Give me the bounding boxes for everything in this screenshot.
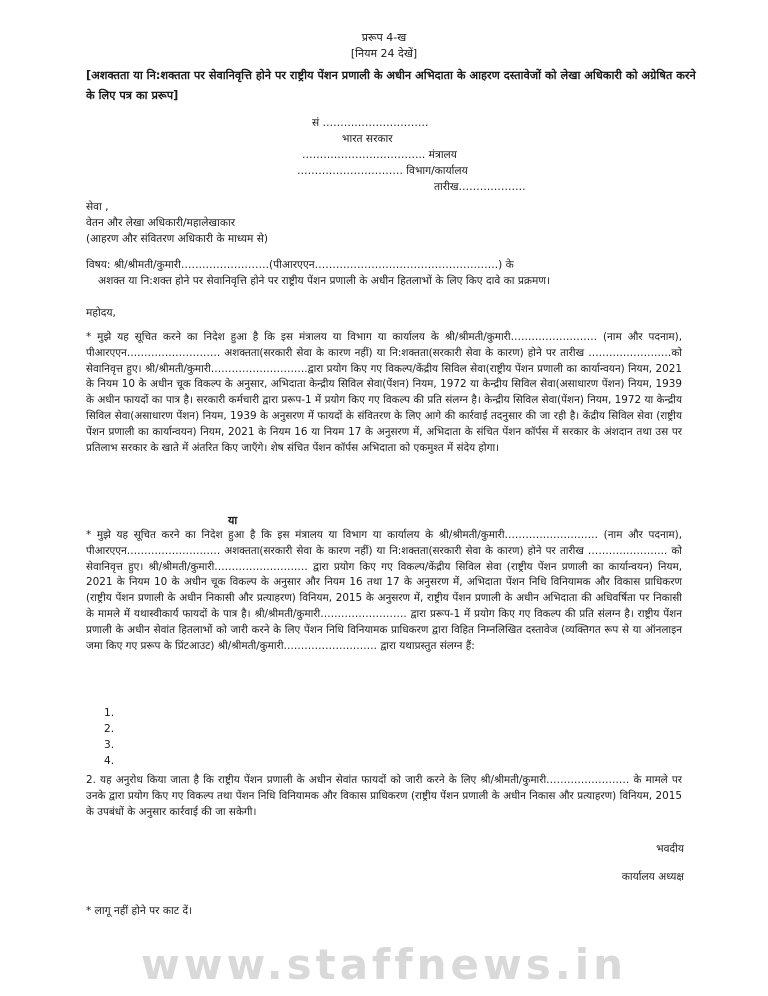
subject-line-2: अशक्त या नि:शक्त होने पर सेवानिवृत्ति होने पर राष्ट्रीय पेंशन प्रणाली के अधीन हितलाभों के लिए किए दावे का प्रक्रमण। — [98, 274, 551, 287]
department-line: ………………………… विभाग/कार्यालय — [297, 165, 468, 178]
date-line: तारीख………………. — [434, 181, 526, 194]
enclosure-item: 2. — [104, 723, 115, 735]
letter-number: सं ………………………… — [312, 117, 429, 129]
watermark: www.staffnews.in — [140, 940, 628, 989]
ministry-line: …………………………….. मंत्रालय — [302, 149, 457, 162]
recipient-through: (आहरण और संवितरण अधिकारी के माध्यम से) — [86, 232, 269, 245]
or-separator: या — [228, 514, 238, 527]
paragraph-option-1: * मुझे यह सूचित करने का निदेश हुआ है कि इस मंत्रालय या विभाग या कार्यालय के श्री/श्रीमती/कुमारी……………………. (नाम और पदनाम), पीआरएएन……………………… अशक्तता(सरकारी सेवा के कारण नहीं) या नि:शक्तता(सरकारी सेवा के कारण) होने पर तारीख ……………………को सेवानिवृत्त हुए। श्री/श्रीमती/कुमारी……………………….द्वारा प्रयोग किए गए विकल्प/केंद्रीय सिविल सेवा(राष्ट्रीय पेंशन प्रणाली का कार्यान्वयन) नियम, 2021 के नियम 10 के अधीन चूक विकल्प के अनुसार, अभिदाता केन्द्रीय सिविल सेवा(पेंशन) नियम, 1972 या केन्द्रीय सिविल सेवा(असाधारण पेंशन) नियम, 1939 के अधीन फायदों का पात्र है। सरकारी कर्मचारी द्वारा प्ररूप-1 में प्रयोग किए गए विकल्प की प्रति संलग्न है। केन्द्रीय सिविल सेवा(पेंशन) नियम, 1972 या केन्द्रीय सिविल सेवा(असाधारण पेंशन) नियम, 1939 के अनुसरण में फायदों के संवितरण के लिए आगे की कार्रवाई तदनुसार की जा रही है। केंद्रीय सिविल सेवा (राष्ट्रीय पेंशन प्रणाली का कार्यान्वयन) नियम, 2021 के नियम 16 या नियम 17 के अनुसरण में, अभिदाता के संचित पेंशन कॉर्पस में सरकार के अंशदान तथा उस पर प्रतिलाभ सरकार के खाते में अंतरित किए जाएँगे। शेष संचित पेंशन कॉर्पस अभिदाता को एकमुश्त में संदेय होगा। — [86, 331, 683, 454]
footnote: * लागू नहीं होने पर काट दें। — [86, 905, 193, 917]
signatory-title: कार्यालय अध्यक्ष — [621, 871, 684, 883]
form-number: प्ररूप 4-ख — [361, 31, 407, 44]
form-heading: [अशक्तता या नि:शक्तता पर सेवानिवृत्ति होने पर राष्ट्रीय पेंशन प्रणाली के अधीन अभिदाता के आहरण दस्तावेजों को लेखा अधिकारी को अग्रेषित करने के लिए पत्र का प्ररूप] — [86, 69, 696, 102]
sender-block — [250, 115, 550, 195]
to-label: सेवा , — [86, 201, 109, 213]
enclosure-item: 4. — [104, 755, 115, 767]
sign-off: भवदीय — [656, 843, 684, 855]
paragraph-option-2: * मुझे यह सूचित करने का निदेश हुआ है कि इस मंत्रालय या विभाग या कार्यालय के श्री/श्रीमती/कुमारी……………………… (नाम और पदनाम), पीआरएएन……………………… अशक्तता(सरकारी सेवा के कारण नहीं) या नि:शक्तता(सरकारी सेवा के कारण) होने पर तारीख ………………….. को सेवानिवृत्त हुए। श्री/श्रीमती/कुमारी……………………… द्वारा प्रयोग किए गए विकल्प/केंद्रीय सिविल सेवा (राष्ट्रीय पेंशन प्रणाली का कार्यान्वयन) नियम, 2021 के नियम 10 के अधीन चूक विकल्प के अनुसार और नियम 16 तथा 17 के अनुसरण में, अभिदाता पेंशन निधि विनियामक और विकास प्राधिकरण (राष्ट्रीय पेंशन प्रणाली के अधीन निकासी और प्रत्याहरण) विनियम, 2015 के अनुसरण में, राष्ट्रीय पेंशन प्रणाली के अधीन अभिदाता की अधिवर्षिता पर निकासी के मामले में यथास्वीकार्य फायदों के पात्र है। श्री/श्रीमती/कुमारी……………………. द्वारा प्ररूप-1 में प्रयोग किए गए विकल्प की प्रति संलग्न है। राष्ट्रीय पेंशन प्रणाली के अधीन सेवांत हितलाभों को जारी करने के लिए पेंशन निधि विनियामक प्राधिकरण द्वारा विहित निम्नलिखित दस्तावेज (व्यक्तिगत रूप से या ऑनलाइन जमा किए गए प्ररूप के प्रिंटआउट) श्री/श्रीमती/कुमारी……………………… द्वारा यथाप्रस्तुत संलग्न हैं: — [86, 529, 682, 652]
recipient-block — [86, 200, 486, 248]
enclosure-item: 3. — [104, 739, 115, 751]
recipient-title: वेतन और लेखा अधिकारी/महालेखाकार — [86, 216, 236, 229]
rule-reference: [नियम 24 देखें] — [350, 47, 418, 60]
paragraph-request: 2. यह अनुरोध किया जाता है कि राष्ट्रीय पेंशन प्रणाली के अधीन सेवांत फायदों को जारी करने के लिए श्री/श्रीमती/कुमारी…………………… के मामले पर उनके द्वारा प्रयोग किए गए विकल्प तथा पेंशन निधि विनियामक और विकास प्राधिकरण (राष्ट्रीय पेंशन प्रणाली के अधीन निकास और प्रत्याहरण) विनियम, 2015 के उपबंधों के अनुसार कार्रवाई की जा सकेगी। — [86, 774, 682, 818]
enclosure-item: 1. — [104, 707, 115, 719]
subject-block — [86, 258, 706, 290]
subject-line-1: विषय: श्री/श्रीमती/कुमारी…………………….(पीआरएएन…………………………………………….) के — [86, 259, 514, 271]
salutation: महोदय, — [86, 307, 116, 319]
government-label: भारत सरकार — [342, 133, 393, 146]
